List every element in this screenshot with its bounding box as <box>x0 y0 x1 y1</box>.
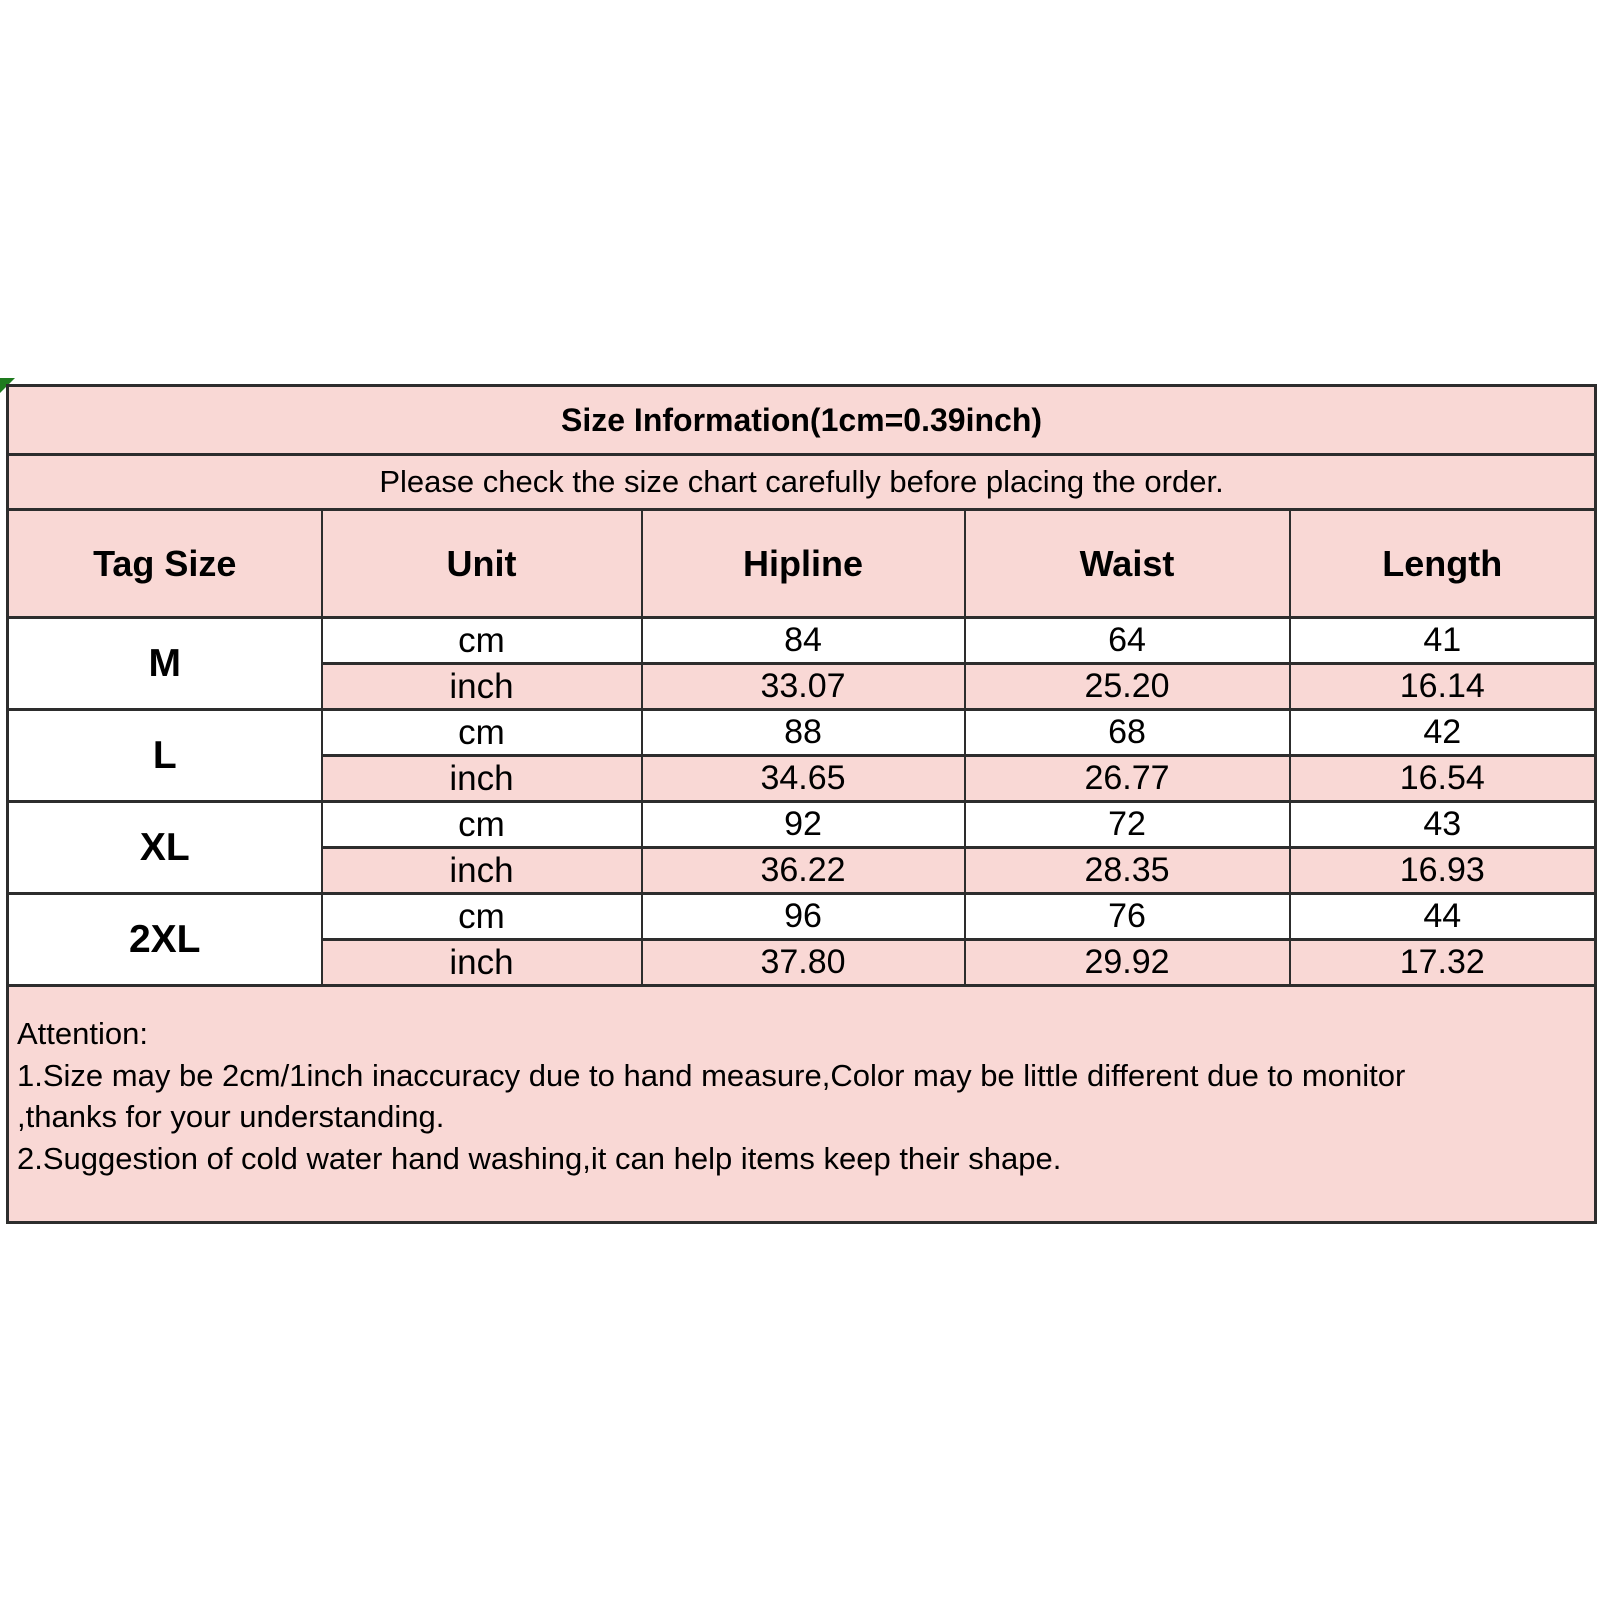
table-row <box>8 618 1596 664</box>
value-cell: 28.35 <box>965 848 1290 894</box>
table-row <box>8 802 1596 848</box>
unit-cell: inch <box>322 756 642 802</box>
value-cell: 96 <box>642 894 965 940</box>
value-cell: 17.32 <box>1290 940 1596 986</box>
tag-size-cell: XL <box>8 802 322 894</box>
value-cell: 84 <box>642 618 965 664</box>
value-cell: 64 <box>965 618 1290 664</box>
value-cell: 36.22 <box>642 848 965 894</box>
unit-cell: inch <box>322 940 642 986</box>
value-cell: 29.92 <box>965 940 1290 986</box>
value-cell: 68 <box>965 710 1290 756</box>
tag-size-cell: M <box>8 618 322 710</box>
attention-line-2: ,thanks for your understanding. <box>17 1099 445 1135</box>
value-cell: 16.93 <box>1290 848 1596 894</box>
unit-cell: inch <box>322 848 642 894</box>
attention-line-3: 2.Suggestion of cold water hand washing,it can help items keep their shape. <box>17 1140 1062 1176</box>
size-chart-table <box>6 384 1597 1224</box>
value-cell: 16.14 <box>1290 664 1596 710</box>
tag-size-cell: L <box>8 710 322 802</box>
value-cell: 92 <box>642 802 965 848</box>
attention-note <box>8 986 1596 1223</box>
attention-heading: Attention: <box>17 1016 148 1051</box>
unit-cell: inch <box>322 664 642 710</box>
attention-line-1: 1.Size may be 2cm/1inch inaccuracy due to hand measure,Color may be little different due to monitor <box>17 1057 1406 1093</box>
value-cell: 34.65 <box>642 756 965 802</box>
value-cell: 26.77 <box>965 756 1290 802</box>
table-title: Size Information(1cm=0.39inch) <box>8 386 1596 455</box>
value-cell: 43 <box>1290 802 1596 848</box>
value-cell: 42 <box>1290 710 1596 756</box>
value-cell: 76 <box>965 894 1290 940</box>
tag-size-cell: 2XL <box>8 894 322 986</box>
value-cell: 41 <box>1290 618 1596 664</box>
value-cell: 72 <box>965 802 1290 848</box>
value-cell: 37.80 <box>642 940 965 986</box>
attention-row <box>8 986 1596 1223</box>
value-cell: 16.54 <box>1290 756 1596 802</box>
column-header-unit: Unit <box>322 510 642 618</box>
table-title-row <box>8 386 1596 455</box>
column-header-hipline: Hipline <box>642 510 965 618</box>
table-row <box>8 710 1596 756</box>
table-row <box>8 894 1596 940</box>
unit-cell: cm <box>322 894 642 940</box>
unit-cell: cm <box>322 802 642 848</box>
table-subtitle: Please check the size chart carefully before placing the order. <box>8 455 1596 510</box>
table-subtitle-row <box>8 455 1596 510</box>
value-cell: 44 <box>1290 894 1596 940</box>
column-header-waist: Waist <box>965 510 1290 618</box>
column-header-tag-size: Tag Size <box>8 510 322 618</box>
table-header-row <box>8 510 1596 618</box>
value-cell: 25.20 <box>965 664 1290 710</box>
column-header-length: Length <box>1290 510 1596 618</box>
value-cell: 33.07 <box>642 664 965 710</box>
value-cell: 88 <box>642 710 965 756</box>
unit-cell: cm <box>322 710 642 756</box>
unit-cell: cm <box>322 618 642 664</box>
